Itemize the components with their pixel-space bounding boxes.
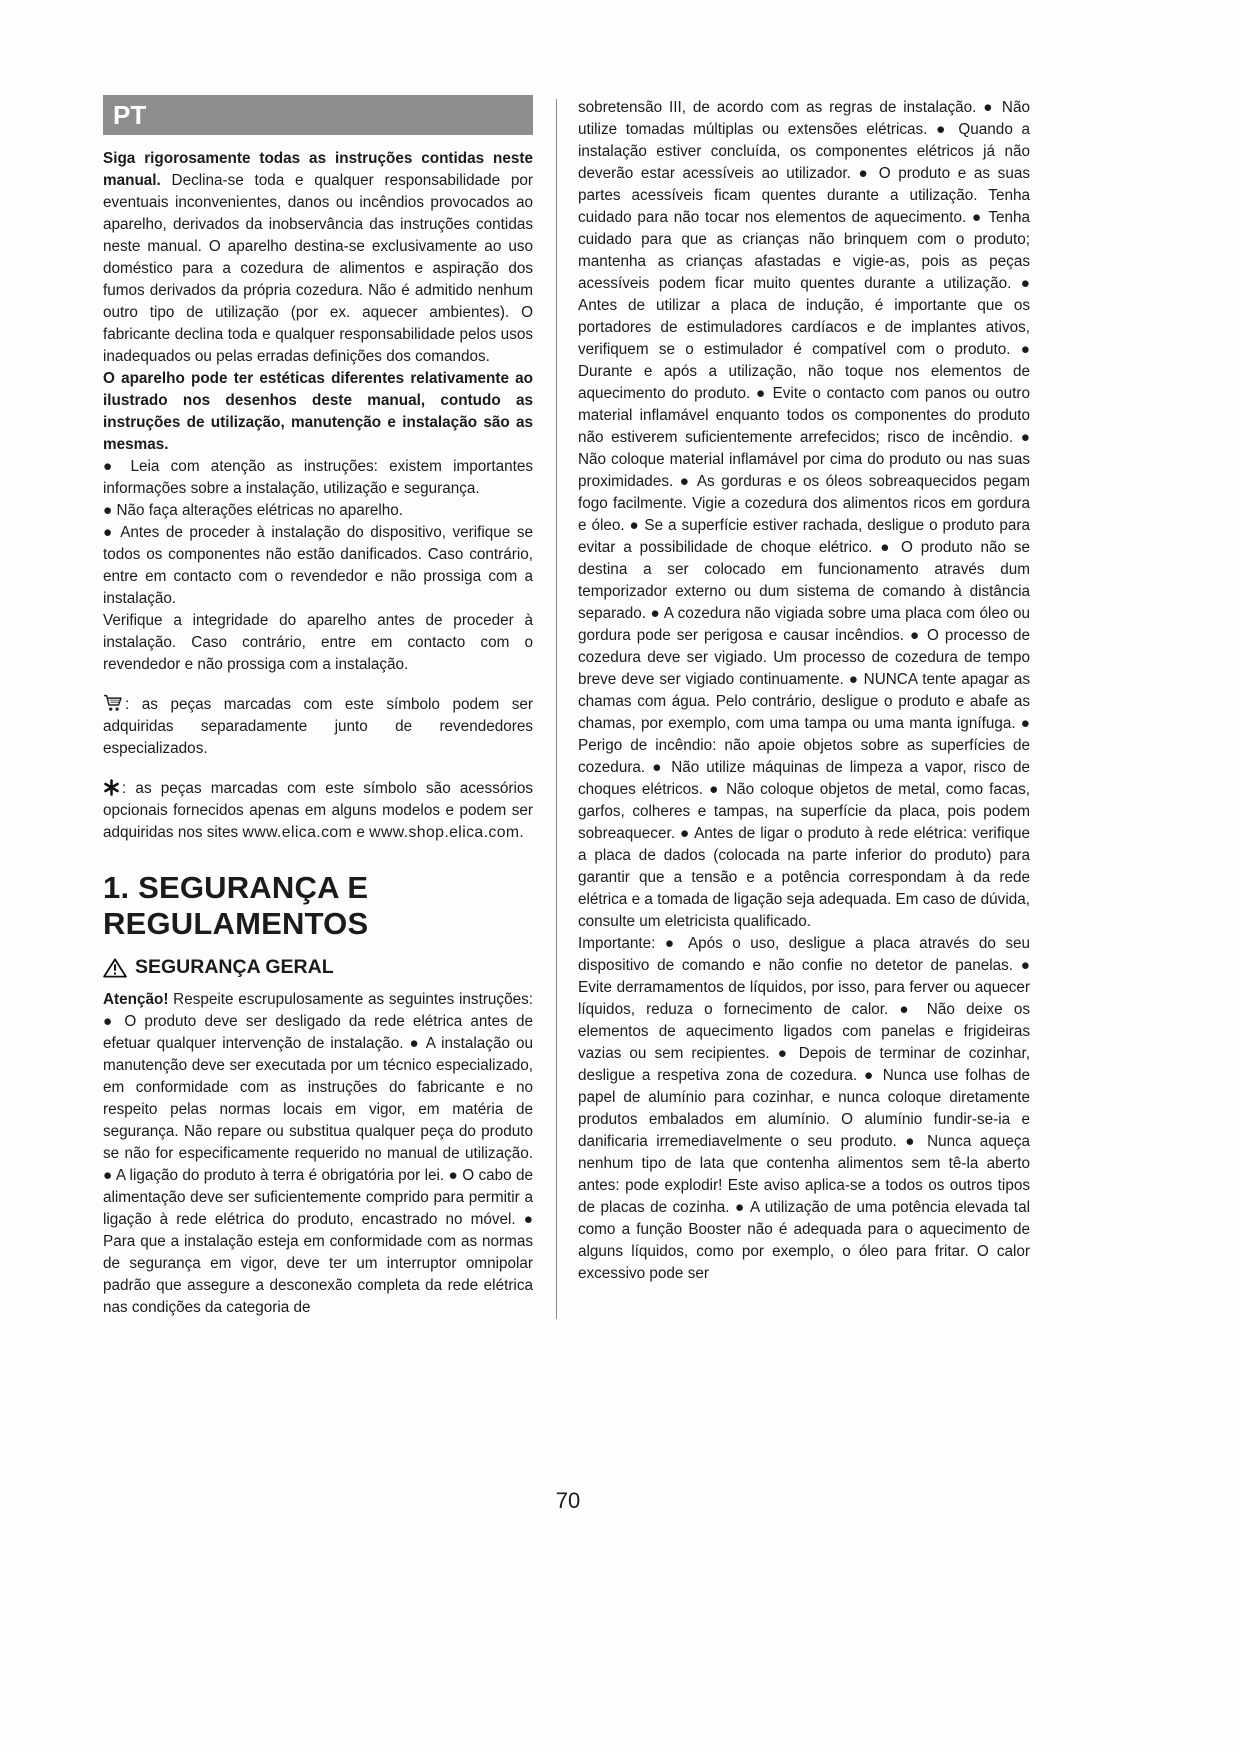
- asterisk-icon: [103, 779, 120, 796]
- page-number: 70: [555, 1488, 581, 1513]
- bullet-item: ● Antes de proceder à instalação do dispositivo, verifique se todos os componentes não estão danificados. Caso contrário, entre em contacto com o revendedor e não prossiga com a instalação.: [103, 524, 533, 607]
- asterisk-note-text-1: : as peças marcadas com este símbolo são acessórios opcionais fornecidos apenas em alguns modelos e podem ser adquiridas nos sites: [103, 780, 533, 841]
- section-title: 1. SEGURANÇA E REGULAMENTOS: [103, 870, 369, 941]
- cart-symbol-note: [103, 694, 533, 760]
- attention-paragraph-rest: Respeite escrupulosamente as seguintes instruções: ● O produto deve ser desligado da rede elétrica antes de efetuar qualquer intervenção de instalação. ● A instalação ou manutenção deve ser executada por um técnico especializado, em conformidade com as instruções do fabricante e no respeito pelas normas locais em vigor, em matéria de segurança. Não repare ou substitua qualquer peça do produto se não for especificamente requerido no manual de utilização. ● A ligação do produto à terra é obrigatória por lei. ● O cabo de alimentação deve ser suficientemente comprido para permitir a ligação à rede elétrica do produto, encastrado no móvel. ● Para que a instalação esteja em conformidade com as normas de segurança em vigor, deve ter um interruptor omnipolar padrão que assegure a desconexão completa da rede elétrica nas condições da categoria de: [103, 991, 533, 1316]
- cart-symbol-note-text: : as peças marcadas com este símbolo podem ser adquiridas separadamente junto de revendedores especializados.: [103, 696, 533, 757]
- attention-paragraph: [103, 989, 533, 1319]
- left-column: [103, 95, 533, 1319]
- language-badge-label: PT: [113, 100, 147, 130]
- warning-triangle-icon: [103, 958, 127, 978]
- important-paragraph: Importante: ● Após o uso, desligue a placa através do seu dispositivo de comando e não confie no detetor de panelas. ● Evite derramamentos de líquidos, por isso, para ferver ou aquecer líquidos, reduza o fornecimento de calor. ● Não deixe os elementos de aquecimento ligados com panelas e frigideiras vazias ou sem recipientes. ● Depois de terminar de cozinhar, desligue a respetiva zona de cozedura. ● Nunca use folhas de papel de alumínio para cozinhar, e nunca coloque diretamente produtos embalados em alumínio. O alumínio fundir-se-ia e danificaria irremediavelmente o seu produto. ● Nunca aqueça nenhum tipo de lata que contenha alimentos sem tê-la aberto antes: pode explodir! Este aviso aplica-se a todos os outros tipos de placas de cozinha. ● A utilização de uma potência elevada tal como a função Booster não é adequada para o aquecimento de alguns líquidos, como por exemplo, o óleo para fritar. O calor excessivo pode ser: [578, 935, 1030, 1282]
- subsection-title-label: SEGURANÇA GERAL: [135, 956, 334, 978]
- attention-paragraph-bold: Atenção!: [103, 991, 169, 1008]
- asterisk-note-text-2: e: [352, 824, 370, 841]
- column-divider: [556, 99, 557, 1319]
- bullet-item: ● Leia com atenção as instruções: existem importantes informações sobre a instalação, utilização e segurança.: [103, 458, 533, 497]
- link-elica-shop[interactable]: www.shop.elica.com: [369, 824, 520, 841]
- integrity-paragraph: Verifique a integridade do aparelho antes de proceder à instalação. Caso contrário, entre em contacto com o revendedor e não prossiga com a instalação.: [103, 612, 533, 673]
- asterisk-symbol-note: [103, 778, 533, 844]
- cart-icon: [103, 694, 123, 712]
- intro-paragraph-rest: Declina-se toda e qualquer responsabilidade por eventuais inconvenientes, danos ou incêndios provocados ao aparelho, derivados da inobservância das instruções contidas neste manual. O aparelho destina-se exclusivamente ao uso doméstico para a cozedura de alimentos e aspiração dos fumos derivados da própria cozedura. Não é admitido nenhum outro tipo de utilização (por ex. aquecer ambientes). O fabricante declina toda e qualquer responsabilidade pelos usos inadequados ou pelas erradas definições dos comandos.: [103, 172, 533, 365]
- link-elica-website[interactable]: www.elica.com: [242, 824, 353, 841]
- right-column: [578, 95, 1030, 1319]
- bullet-item: ● Não faça alterações elétricas no aparelho.: [103, 502, 404, 519]
- asterisk-note-text-3: .: [519, 824, 524, 841]
- language-badge: [103, 95, 533, 135]
- intro-paragraph-bold: Siga rigorosamente todas as instruções contidas neste manual.: [103, 150, 533, 189]
- subsection-title: [103, 956, 533, 979]
- safety-continued-paragraph: sobretensão III, de acordo com as regras de instalação. ● Não utilize tomadas múltiplas ou extensões elétricas. ● Quando a instalação estiver concluída, os componentes elétricos já não deverão estar acessíveis ao utilizador. ● O produto e as suas partes acessíveis ficam quentes durante a utilização. Tenha cuidado para não tocar nos elementos de aquecimento. ● Tenha cuidado para que as crianças não brinquem com o produto; mantenha as crianças afastadas e vigie-as, pois as peças acessíveis podem ficar muito quentes durante a utilização. ● Antes de utilizar a placa de indução, é importante que os portadores de estimuladores cardíacos e de implantes ativos, verifiquem se o estimulador é compatível com o produto. ● Durante e após a utilização, não toque nos elementos de aquecimento do produto. ● Evite o contacto com panos ou outro material inflamável enquanto todos os componentes do produto não estiverem suficientemente arrefecidos; risco de incêndio. ● Não coloque material inflamável por cima do produto ou nas suas proximidades. ● As gorduras e os óleos sobreaquecidos pegam fogo facilmente. Vigie a cozedura dos alimentos ricos em gordura e óleo. ● Se a superfície estiver rachada, desligue o produto para evitar a possibilidade de choque elétrico. ● O produto não se destina a ser colocado em funcionamento através dum temporizador externo ou dum sistema de comando à distância separado. ● A cozedura não vigiada sobre uma placa com óleo ou gordura pode ser perigosa e causar incêndios. ● O processo de cozedura deve ser vigiado. Um processo de cozedura de tempo breve deve ser vigiado continuamente. ● NUNCA tente apagar as chamas com água. Pelo contrário, desligue o produto e abafe as chamas, por exemplo, com uma tampa ou uma manta ignífuga. ● Perigo de incêndio: não apoie objetos sobre as superfícies de cozedura. ● Não utilize máquinas de limpeza a vapor, risco de choques elétricos. ● Não coloque objetos de metal, como facas, garfos, colheres e tampas, na superfície da placa, pois podem sobreaquecer. ● Antes de ligar o produto à rede elétrica: verifique a placa de dados (colocada na parte inferior do produto) para garantir que a tensão e a potência correspondam à da rede elétrica e a tomada de ligação seja adequada. Em caso de dúvida, consulte um eletricista qualificado.: [578, 99, 1030, 930]
- aesthetics-note-paragraph: O aparelho pode ter estéticas diferentes relativamente ao ilustrado nos desenhos deste manual, contudo as instruções de utilização, manutenção e instalação são as mesmas.: [103, 370, 533, 453]
- intro-paragraph: [103, 148, 533, 368]
